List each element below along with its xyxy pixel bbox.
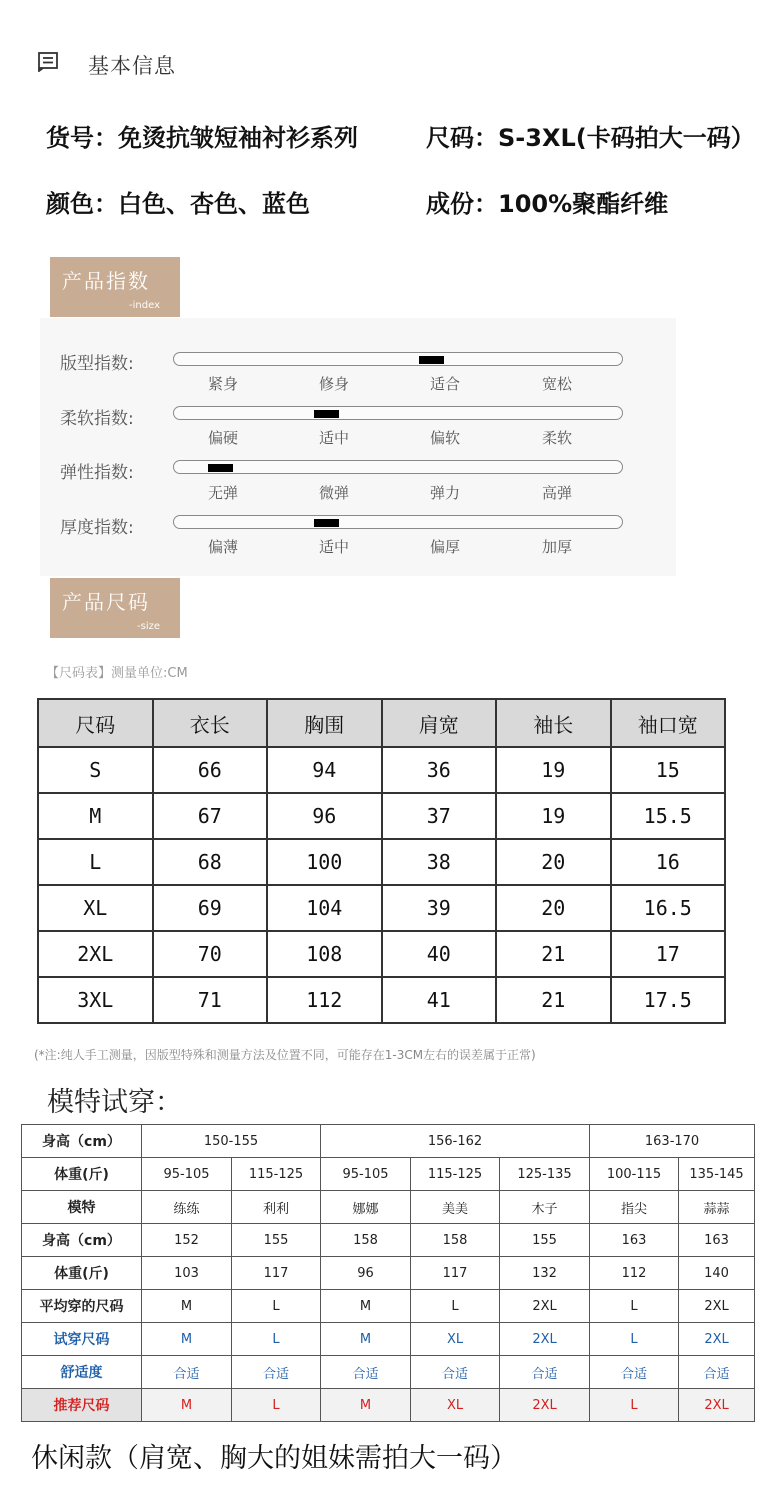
table-cell: 158 xyxy=(321,1224,411,1257)
column-header: 袖长 xyxy=(496,699,611,747)
table-row xyxy=(22,1323,755,1356)
table-cell: 2XL xyxy=(679,1389,755,1422)
table-cell: L xyxy=(38,839,153,885)
index-tick: 偏软 xyxy=(429,429,461,447)
table-cell: 合适 xyxy=(500,1356,590,1389)
try-on-table xyxy=(21,1124,755,1422)
table-row xyxy=(22,1257,755,1290)
index-tick: 微弹 xyxy=(318,484,350,502)
row-header: 推荐尺码 xyxy=(22,1389,142,1422)
table-cell: 152 xyxy=(142,1224,232,1257)
table-cell: 20 xyxy=(496,839,611,885)
table-cell: L xyxy=(411,1290,500,1323)
table-cell: 19 xyxy=(496,747,611,793)
index-tick: 偏厚 xyxy=(429,538,461,556)
index-tick: 适中 xyxy=(318,429,350,447)
table-cell: S xyxy=(38,747,153,793)
table-cell: 36 xyxy=(382,747,497,793)
table-cell: 95-105 xyxy=(142,1158,232,1191)
table-cell: 117 xyxy=(232,1257,321,1290)
table-cell: 合适 xyxy=(142,1356,232,1389)
fit-index-bar xyxy=(173,352,623,366)
row-header: 模特 xyxy=(22,1191,142,1224)
height-group: 156-162 xyxy=(321,1125,590,1158)
table-cell: 155 xyxy=(500,1224,590,1257)
index-tick: 加厚 xyxy=(541,538,573,556)
section-title: 基本信息 xyxy=(88,54,176,78)
softness-index-bar xyxy=(173,406,623,420)
table-row xyxy=(22,1125,755,1158)
table-cell: XL xyxy=(411,1323,500,1356)
column-header: 胸围 xyxy=(267,699,382,747)
table-cell: XL xyxy=(38,885,153,931)
index-marker xyxy=(314,410,339,418)
size-range: 尺码：S-3XL(卡码拍大一码） xyxy=(426,124,755,152)
table-row xyxy=(38,977,725,1023)
table-cell: M xyxy=(142,1323,232,1356)
table-cell: L xyxy=(590,1323,679,1356)
table-cell: 合适 xyxy=(232,1356,321,1389)
index-tick: 修身 xyxy=(318,375,350,393)
table-cell: 2XL xyxy=(500,1290,590,1323)
table-row xyxy=(22,1191,755,1224)
table-cell: 95-105 xyxy=(321,1158,411,1191)
table-cell: 40 xyxy=(382,931,497,977)
table-row xyxy=(22,1224,755,1257)
table-cell: L xyxy=(232,1290,321,1323)
table-cell: 2XL xyxy=(38,931,153,977)
banner-subtitle: -size xyxy=(137,621,160,632)
index-label-thickness: 厚度指数: xyxy=(60,518,134,538)
index-marker xyxy=(419,356,444,364)
table-cell: 112 xyxy=(590,1257,679,1290)
table-cell: M xyxy=(321,1323,411,1356)
table-cell: M xyxy=(321,1290,411,1323)
table-cell: 104 xyxy=(267,885,382,931)
table-row xyxy=(38,839,725,885)
table-row xyxy=(38,885,725,931)
column-header: 衣长 xyxy=(153,699,268,747)
measurement-disclaimer: (*注:纯人手工测量，因版型特殊和测量方法及位置不同，可能存在1-3CM左右的误差属于正常) xyxy=(34,1048,536,1062)
index-tick: 偏薄 xyxy=(207,538,239,556)
table-cell: XL xyxy=(411,1389,500,1422)
table-cell: 15.5 xyxy=(611,793,726,839)
table-cell: 100-115 xyxy=(590,1158,679,1191)
table-cell: L xyxy=(590,1290,679,1323)
table-cell: 71 xyxy=(153,977,268,1023)
table-cell: 17.5 xyxy=(611,977,726,1023)
table-cell: 112 xyxy=(267,977,382,1023)
table-cell: 103 xyxy=(142,1257,232,1290)
table-cell: 108 xyxy=(267,931,382,977)
table-cell: 21 xyxy=(496,931,611,977)
table-cell: L xyxy=(232,1323,321,1356)
index-tick: 适合 xyxy=(429,375,461,393)
table-cell: 16.5 xyxy=(611,885,726,931)
column-header: 尺码 xyxy=(38,699,153,747)
row-header: 体重(斤) xyxy=(22,1158,142,1191)
banner-title: 产品尺码 xyxy=(62,590,150,614)
table-cell: 练练 xyxy=(142,1191,232,1224)
table-cell: 117 xyxy=(411,1257,500,1290)
table-row xyxy=(22,1158,755,1191)
table-cell: 115-125 xyxy=(411,1158,500,1191)
index-marker xyxy=(208,464,233,472)
index-tick: 弹力 xyxy=(429,484,461,502)
table-cell: 39 xyxy=(382,885,497,931)
index-label-elasticity: 弹性指数: xyxy=(60,463,134,483)
table-row xyxy=(22,1290,755,1323)
table-row xyxy=(38,747,725,793)
document-list-icon xyxy=(38,52,58,72)
table-cell: 2XL xyxy=(500,1389,590,1422)
table-cell: 17 xyxy=(611,931,726,977)
table-cell: 41 xyxy=(382,977,497,1023)
table-cell: 合适 xyxy=(590,1356,679,1389)
size-table xyxy=(37,698,726,1024)
table-cell: 合适 xyxy=(411,1356,500,1389)
index-tick: 柔软 xyxy=(541,429,573,447)
index-marker xyxy=(314,519,339,527)
elasticity-index-bar xyxy=(173,460,623,474)
table-cell: 20 xyxy=(496,885,611,931)
table-cell: 37 xyxy=(382,793,497,839)
table-cell: 19 xyxy=(496,793,611,839)
table-cell: 67 xyxy=(153,793,268,839)
table-cell: 2XL xyxy=(500,1323,590,1356)
thickness-index-bar xyxy=(173,515,623,529)
table-cell: 66 xyxy=(153,747,268,793)
index-tick: 偏硬 xyxy=(207,429,239,447)
column-header: 肩宽 xyxy=(382,699,497,747)
table-cell: 合适 xyxy=(321,1356,411,1389)
table-cell: 指尖 xyxy=(590,1191,679,1224)
table-cell: 15 xyxy=(611,747,726,793)
table-cell: 155 xyxy=(232,1224,321,1257)
row-header: 舒适度 xyxy=(22,1356,142,1389)
table-cell: 木子 xyxy=(500,1191,590,1224)
table-cell: 132 xyxy=(500,1257,590,1290)
index-tick: 适中 xyxy=(318,538,350,556)
table-cell: 美美 xyxy=(411,1191,500,1224)
table-cell: L xyxy=(232,1389,321,1422)
height-group: 150-155 xyxy=(142,1125,321,1158)
table-cell: 135-145 xyxy=(679,1158,755,1191)
table-cell: 2XL xyxy=(679,1290,755,1323)
index-tick: 宽松 xyxy=(541,375,573,393)
table-cell: 16 xyxy=(611,839,726,885)
table-cell: L xyxy=(590,1389,679,1422)
table-row xyxy=(22,1389,755,1422)
table-cell: 娜娜 xyxy=(321,1191,411,1224)
row-header: 试穿尺码 xyxy=(22,1323,142,1356)
material: 成份：100%聚酯纤维 xyxy=(426,190,669,218)
index-label-fit: 版型指数: xyxy=(60,354,134,374)
try-on-title: 模特试穿： xyxy=(47,1087,182,1118)
column-header: 袖口宽 xyxy=(611,699,726,747)
table-cell: 68 xyxy=(153,839,268,885)
table-cell: 69 xyxy=(153,885,268,931)
index-tick: 高弹 xyxy=(541,484,573,502)
footer-note: 休闲款（肩宽、胸大的姐妹需拍大一码） xyxy=(31,1443,517,1474)
table-cell: M xyxy=(38,793,153,839)
size-chart-note: 【尺码表】测量单位:CM xyxy=(46,666,188,681)
banner-title: 产品指数 xyxy=(62,269,150,293)
table-cell: 70 xyxy=(153,931,268,977)
banner-subtitle: -index xyxy=(129,300,160,311)
row-header: 身高（cm） xyxy=(22,1125,142,1158)
product-size-banner xyxy=(50,578,180,638)
table-cell: 125-135 xyxy=(500,1158,590,1191)
index-tick: 无弹 xyxy=(207,484,239,502)
table-cell: 94 xyxy=(267,747,382,793)
row-header: 身高（cm） xyxy=(22,1224,142,1257)
table-cell: 38 xyxy=(382,839,497,885)
table-row xyxy=(38,793,725,839)
row-header: 体重(斤) xyxy=(22,1257,142,1290)
table-cell: 158 xyxy=(411,1224,500,1257)
table-cell: 163 xyxy=(679,1224,755,1257)
table-cell: M xyxy=(142,1290,232,1323)
table-cell: 3XL xyxy=(38,977,153,1023)
colors: 颜色：白色、杏色、蓝色 xyxy=(46,190,310,218)
table-row xyxy=(22,1356,755,1389)
table-cell: 96 xyxy=(321,1257,411,1290)
item-number: 货号：免烫抗皱短袖衬衫系列 xyxy=(46,124,358,152)
index-tick: 紧身 xyxy=(207,375,239,393)
table-cell: 21 xyxy=(496,977,611,1023)
index-label-softness: 柔软指数: xyxy=(60,409,134,429)
table-cell: M xyxy=(142,1389,232,1422)
table-cell: M xyxy=(321,1389,411,1422)
size-table-header xyxy=(38,699,725,747)
table-cell: 合适 xyxy=(679,1356,755,1389)
table-cell: 163 xyxy=(590,1224,679,1257)
table-cell: 2XL xyxy=(679,1323,755,1356)
product-index-banner xyxy=(50,257,180,317)
table-cell: 利利 xyxy=(232,1191,321,1224)
table-cell: 蒜蒜 xyxy=(679,1191,755,1224)
table-row xyxy=(38,931,725,977)
table-cell: 100 xyxy=(267,839,382,885)
table-cell: 140 xyxy=(679,1257,755,1290)
row-header: 平均穿的尺码 xyxy=(22,1290,142,1323)
table-cell: 96 xyxy=(267,793,382,839)
height-group: 163-170 xyxy=(590,1125,755,1158)
table-cell: 115-125 xyxy=(232,1158,321,1191)
